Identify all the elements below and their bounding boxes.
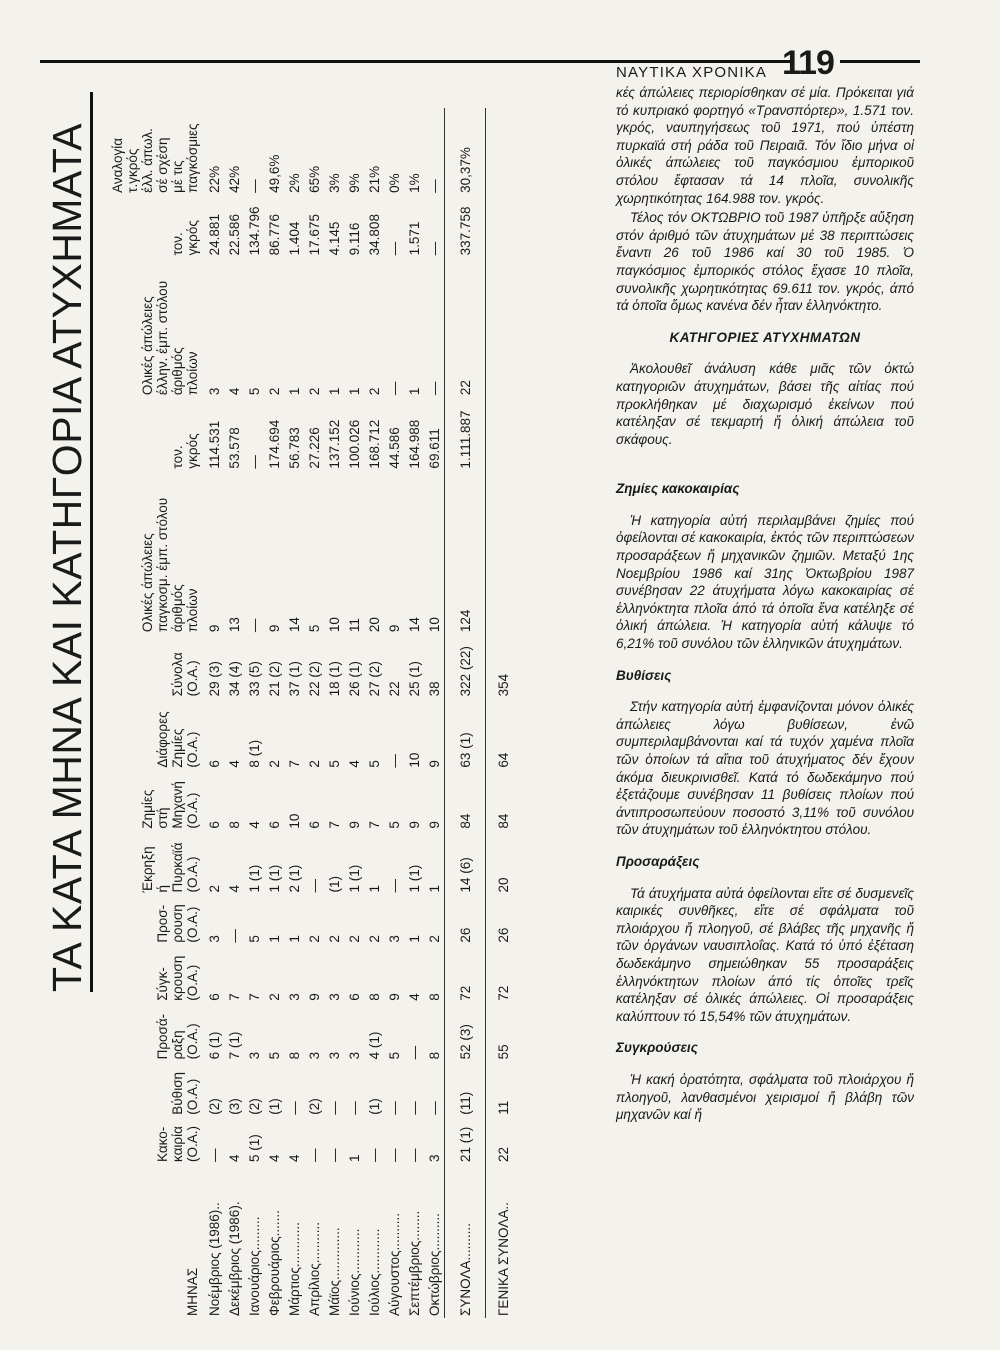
table-cell: 9 [306, 993, 322, 1001]
month-label: Δεκέμβριος (1986). [226, 1201, 242, 1316]
table-cell: 72 [486, 945, 521, 1003]
month-label: Ιούλιος............ [366, 1228, 382, 1316]
table-cell: 10 [326, 617, 342, 633]
table-cell: 7 [366, 821, 382, 829]
table-cell: (11) [445, 1061, 486, 1116]
title-underline [90, 92, 93, 992]
table-cell: 10 [406, 752, 422, 768]
page-number: 119 [782, 44, 834, 82]
table-cell: 6 [266, 821, 282, 829]
table-cell: 9 [386, 993, 402, 1001]
table-cell: 6 [346, 993, 362, 1001]
table-cell: 4 [406, 993, 422, 1001]
table-cell: (1) [326, 876, 342, 893]
table-cell: 18 (1) [326, 661, 342, 697]
month-label: Μάρτιος............ [286, 1222, 302, 1316]
grand-totals-row [486, 108, 521, 1318]
article-column [616, 84, 914, 1126]
table-cell: 3 [346, 1051, 362, 1060]
table-cell: 3 [386, 935, 402, 943]
table-cell: — [386, 241, 402, 256]
table-cell: 3% [326, 173, 342, 193]
table-cell: 4 [246, 821, 262, 829]
table-cell: 1.111.887 [445, 397, 486, 470]
table-cell: 2 [366, 935, 382, 943]
table-cell: 2 [206, 884, 222, 893]
table-cell: — [246, 455, 262, 469]
table-row [384, 108, 404, 1318]
top-rule [40, 60, 790, 63]
table-cell: 22 [486, 1117, 521, 1164]
month-label: ΣΥΝΟΛΑ.......... [445, 1164, 486, 1318]
table-cell: 34.808 [366, 214, 382, 256]
table-cell: 1 (1) [246, 864, 262, 893]
table-row [284, 108, 304, 1318]
table-cell: — [306, 1148, 322, 1162]
table-cell: 1 [406, 387, 422, 396]
table-row [324, 108, 344, 1318]
table-cell: 7 (1) [226, 1031, 242, 1060]
table-cell: 1 [406, 935, 422, 943]
table-cell: 2 [326, 935, 342, 943]
table-cell: 30,37% [445, 108, 486, 195]
table-cell: 8 [286, 1051, 302, 1060]
month-label: Ιανουάριος......... [246, 1216, 262, 1316]
table-cell: 1 (1) [346, 864, 362, 893]
table-cell: 2 [306, 387, 322, 396]
table-cell: — [426, 381, 442, 396]
table-row [424, 108, 445, 1318]
table-cell: 4.145 [326, 221, 342, 256]
table-cell: 21% [366, 165, 382, 193]
table-cell: 26 [486, 895, 521, 945]
table-cell: 22.586 [226, 214, 242, 256]
table-cell: 4 [226, 884, 242, 893]
table-cell: 1 [366, 884, 382, 893]
table-cell: 25 (1) [406, 661, 422, 697]
table-cell: 65% [306, 165, 322, 193]
table-cell: 22 [445, 257, 486, 397]
table-cell: 4 [226, 1154, 242, 1162]
table-cell: 164.988 [406, 419, 422, 469]
table-cell: 5 [326, 760, 342, 768]
table-cell: (1) [366, 1098, 382, 1115]
table-cell: 1% [406, 173, 422, 193]
article-paragraph: Ἡ κακή ὁρατότητα, σφάλματα τοῦ πλοιάρχου ἤ πλοηγοῦ, λανθασμένοι χειρισμοί ἤ βλάβη τῶν μηχανῶν καί ἤ [616, 1071, 914, 1123]
section-heading-weather: Ζημίες κακοκαιρίας [616, 481, 740, 497]
table-row [204, 108, 224, 1318]
table-cell: — [406, 1148, 422, 1162]
table-cell: 37 (1) [286, 661, 302, 697]
table-cell: 1 [326, 387, 342, 396]
table-cell: 4 [286, 1154, 302, 1162]
table-cell: 114.531 [206, 420, 222, 469]
table-cell: 9% [346, 173, 362, 193]
table-cell: 3 [246, 1051, 262, 1060]
table-cell: — [326, 1148, 342, 1162]
month-label: ΓΕΝΙΚΑ ΣΥΝΟΛΑ.. [486, 1164, 521, 1318]
table-cell: 14 [286, 617, 302, 633]
table-cell: (3) [226, 1098, 242, 1115]
accidents-table [110, 108, 520, 1318]
table-cell: 56.783 [286, 427, 302, 469]
table-cell: — [206, 1148, 222, 1162]
month-label: Αύγουστος.......... [386, 1212, 402, 1316]
table-cell: 84 [486, 770, 521, 831]
table-cell: 13 [226, 617, 242, 633]
column-header: Προσά- ραξη (Ο.Α.) [155, 1013, 200, 1060]
article-paragraph: Τέλος τόν ΟΚΤΩΒΡΙΟ τοῦ 1987 ὑπῆρξε αὔξηση στόν άριθμό τῶν άτυχημάτων μέ 38 περιπτώσεις ἔναντι 26 τοῦ 1986 καί 30 τοῦ 1985. Ὁ παγκόσμιος ἐμπορικός στόλος ἔχασε 10 πλοῖα, συνολικῆς χωρητικότητας 69.611 τον. γκρός, άπό τά ὁποῖα ὅμως κανένα δέν ἦταν ἑλληνόκτητο. [616, 210, 914, 314]
table-cell: 4 [226, 760, 242, 768]
table-cell: — [306, 879, 322, 893]
table-cell: 2 [266, 993, 282, 1001]
table-cell: 174.694 [266, 419, 282, 469]
table-cell [486, 397, 521, 470]
table-cell: (2) [246, 1098, 262, 1115]
table-cell: 9 [346, 821, 362, 829]
table-cell: 4 (1) [366, 1031, 382, 1060]
month-label: Οκτώβριος.......... [426, 1213, 442, 1316]
table-cell: — [386, 381, 402, 396]
table-cell: 53.578 [226, 427, 242, 469]
table-cell: — [326, 1101, 342, 1115]
table-cell: 22 (2) [306, 661, 322, 697]
table-cell: 9 [426, 821, 442, 829]
table-cell: 8 [366, 993, 382, 1001]
table-cell: 6 [206, 993, 222, 1001]
table-cell: 1.571 [406, 221, 422, 256]
table-cell: 3 [326, 993, 342, 1001]
table-cell: 7 [326, 821, 342, 829]
table-cell: 10 [426, 617, 442, 633]
table-cell: 5 [246, 387, 262, 396]
table-cell: 24.881 [206, 214, 222, 256]
month-label: Φεβρουάριος....... [266, 1210, 282, 1316]
table-row [224, 108, 244, 1318]
table-cell: 42% [226, 165, 242, 193]
table-cell: 6 [206, 821, 222, 829]
table-cell: — [426, 179, 442, 193]
table-cell: 137.152 [326, 419, 342, 469]
table-row [264, 108, 284, 1318]
table-cell: 1.404 [286, 221, 302, 256]
table-cell: — [366, 1148, 382, 1162]
table-cell: 52 (3) [445, 1003, 486, 1062]
table-cell: — [286, 1101, 302, 1115]
month-label: Σεπτέμβριος........ [406, 1210, 422, 1316]
table-cell: (1) [266, 1098, 282, 1115]
table-cell: 21 (1) [445, 1117, 486, 1164]
table-cell: (2) [306, 1098, 322, 1115]
column-header: Βύθιση (Ο.Α.) [170, 1071, 200, 1115]
table-cell: — [246, 179, 262, 193]
table-cell: 5 [306, 624, 322, 633]
table-cell: 5 [266, 1051, 282, 1060]
table-cell: 5 [386, 821, 402, 829]
table-cell: 2 [266, 760, 282, 768]
table-cell: 1 [346, 387, 362, 396]
table-cell: 354 [486, 634, 521, 698]
table-cell: 86.776 [266, 214, 282, 256]
table-cell: 9 [206, 624, 222, 633]
table-cell: 1 (1) [266, 864, 282, 893]
table-cell: 9 [406, 821, 422, 829]
table-cell: 9.116 [346, 222, 362, 256]
article-paragraph: Στήν κατηγορία αὐτή ἐμφανίζονται μόνον ὁλικές άπώλειες λόγω βυθίσεων, ἐνῶ συμπεριλαμβάνονται καί τά τυχόν χαμένα πλοῖα τῶν ὁποίων τά αἴτια τοῦ άτυχήματος δέν ἔχουν άκόμα διευκρινισθεῖ. Κατά τό δωδεκάμηνο πού ἐξετάζουμε συνέβησαν 11 βυθίσεις πλοίων πού άντιπροσωπεύουν ποσοστό 3,11% τοῦ συνόλου τῶν άτυχημάτων τοῦ ἑλληνόκτητου στόλου. [616, 699, 914, 838]
table-cell: 3 [206, 387, 222, 396]
magazine-name: ΝΑΥΤΙΚΑ ΧΡΟΝΙΚΑ [616, 64, 768, 81]
table-cell: 72 [445, 945, 486, 1003]
table-cell: 5 [386, 1051, 402, 1060]
table-cell: 0% [386, 173, 402, 193]
table-title: ΤΑ ΚΑΤΑ ΜΗΝΑ ΚΑΙ ΚΑΤΗΓΟΡΙΑ ΑΤΥΧΗΜΑΤΑ [44, 122, 90, 992]
table-cell: 7 [246, 993, 262, 1001]
table-cell: 124 [445, 471, 486, 635]
table-cell: 4 [266, 1154, 282, 1162]
table-row [404, 108, 424, 1318]
table-cell: 22 [386, 681, 402, 697]
table-cell: 27.226 [306, 427, 322, 469]
table-cell: 29 (3) [206, 661, 222, 697]
table-cell: 1 [426, 884, 442, 893]
column-header: τον. γκρός [170, 433, 200, 469]
rotated-table-section [40, 80, 600, 1320]
table-cell: 337.758 [445, 195, 486, 257]
table-cell: 8 (1) [246, 739, 262, 768]
table-cell: 33 (5) [246, 661, 262, 697]
table-cell: 26 (1) [346, 661, 362, 697]
article-paragraph: Τά άτυχήματα αὐτά ὀφείλονται εἴτε σέ δυσμενεῖς καιρικές συνθῆκες, εἴτε σέ σφάλματα τοῦ πλοιάρχου ἤ πλοηγοῦ, σέ βλάβες τῆς μηχανῆς ἤ τῶν ὀργάνων ναυσιπλοΐας. Κατά τό ὑπό ἐξέταση δωδεκάμηνο σημειώθηκαν 55 προσαράξεις ἑλληνόκτητων πλοίων άπό τίς ὁποῖες τρεῖς κατέληξαν σέ ὁλικές άπώλειες. Οἱ προσαράξεις καλύπτουν τό 15,54% τῶν άτυχημάτων. [616, 885, 914, 1024]
table-cell: 8 [226, 821, 242, 829]
table-cell: 6 [306, 821, 322, 829]
table-cell: 22% [206, 165, 222, 193]
table-cell [486, 108, 521, 195]
month-label: Απρίλιος........... [306, 1221, 322, 1316]
column-header: Ολικές άπώλειες έλλην. έμπ. στόλου άριθμός πλοίων [140, 280, 200, 396]
table-cell: 2% [286, 173, 302, 193]
table-cell: (2) [206, 1098, 222, 1115]
section-heading-sinking: Βυθίσεις [616, 667, 672, 683]
table-cell: — [246, 618, 262, 633]
table-cell: 1 [346, 1154, 362, 1162]
table-cell: 3 [286, 993, 302, 1001]
table-cell: — [386, 879, 402, 893]
month-label: Μάϊος.............. [326, 1227, 342, 1316]
table-cell: 4 [226, 387, 242, 396]
table-row [304, 108, 324, 1318]
table-cell: 9 [386, 624, 402, 633]
column-header: Σύγκ- κρουση (Ο.Α.) [155, 955, 200, 1001]
table-cell: 63 (1) [445, 698, 486, 769]
section-heading-grounding: Προσαράξεις [616, 853, 700, 869]
table-cell: 8 [426, 993, 442, 1001]
totals-row [445, 108, 486, 1318]
column-header: Κακο- καιρία (Ο.Α.) [155, 1126, 200, 1162]
table-row [244, 108, 264, 1318]
table-cell: 1 [286, 935, 302, 943]
table-cell: 6 (1) [206, 1031, 222, 1060]
table-cell: 14 (6) [445, 831, 486, 895]
table-cell: 7 [226, 993, 242, 1001]
column-header: Προσ- ρουση (Ο.Α.) [155, 904, 200, 943]
table-cell: 5 (1) [246, 1134, 262, 1162]
table-cell: 2 [366, 387, 382, 396]
table-cell: 14 [406, 617, 422, 633]
column-header: τον. γκρός [170, 220, 200, 256]
table-cell: 1 [286, 387, 302, 396]
table-cell: 2 [266, 387, 282, 396]
column-header: ΜΗΝΑΣ [185, 1267, 200, 1316]
table-cell: 26 [445, 895, 486, 945]
table-cell: 322 (22) [445, 634, 486, 698]
table-cell: — [426, 1101, 442, 1115]
table-cell: 27 (2) [366, 661, 382, 697]
column-header: Αναλογία τ.γκρός έλλ. άπωλ. σέ σχέση μέ τις παγκόσμιες [110, 123, 200, 193]
table-cell: 168.712 [366, 419, 382, 469]
table-cell: 100.026 [346, 419, 362, 469]
table-cell: 3 [426, 1154, 442, 1162]
section-heading-collisions: Συγκρούσεις [616, 1040, 698, 1056]
table-cell: — [386, 754, 402, 768]
table-cell [486, 257, 521, 397]
table-cell: 55 [486, 1003, 521, 1062]
article-paragraph: Ἡ κατηγορία αὐτή περιλαμβάνει ζημίες πού ὀφείλονται σέ κακοκαιρία, ἐκτός τῶν περιπτώσεων προσαράξεων ἤ μηχανικῶν ζημιῶν. Μεταξύ 1ης Νοεμβρίου 1986 καί 31ης Ὀκτωβρίου 1987 συνέβησαν 22 άτυχήματα λόγω κακοκαιρίας σέ ἑλληνόκτητα πλοῖα άπό τά ὁποῖα ἕνα κατέληξε σέ ὁλική άπώλεια. Ἡ κατηγορία αὐτή κάλυψε τό 6,21% τοῦ συνόλου τῶν ἑλληνικῶν άτυχημάτων. [616, 512, 914, 652]
table-body [204, 108, 520, 1318]
table-cell: 38 [426, 681, 442, 697]
table-cell: 69.611 [426, 428, 442, 469]
table-row [344, 108, 364, 1318]
article-paragraph: Ἀκολουθεῖ άνάλυση κάθε μιᾶς τῶν ὀκτώ κατηγοριῶν άτυχημάτων, βάσει τῆς αἰτίας πού προκλήθηκαν μέ διαχωρισμό ἐκείνων πού κατέληξαν σέ τεκμαρτή ἤ ὁλική άπώλεια τοῦ σκάφους. [616, 361, 914, 447]
table-cell: — [426, 241, 442, 256]
table-header-row [110, 108, 204, 1318]
table-cell: 134.796 [246, 206, 262, 256]
table-cell [486, 471, 521, 635]
table-cell: 9 [266, 624, 282, 633]
table-cell: 5 [246, 935, 262, 943]
table-cell: 3 [326, 1051, 342, 1060]
table-cell: 84 [445, 770, 486, 831]
table-cell: 34 (4) [226, 661, 242, 697]
column-header: Σύνολα (Ο.Α.) [170, 652, 200, 697]
column-header: Διάφορες Ζημίες (Ο.Α.) [155, 711, 200, 768]
column-header: Ολικές άπώλειες παγκοσμ. έμπ. στόλου άριθμός πλοίων [140, 497, 200, 633]
table-cell: 4 [346, 760, 362, 768]
table-cell: 2 [346, 935, 362, 943]
table-cell: 1 (1) [406, 864, 422, 893]
table-cell: 21 (2) [266, 661, 282, 697]
table-cell: — [386, 1148, 402, 1162]
table-cell: 2 [306, 935, 322, 943]
table-cell: 7 [286, 760, 302, 768]
month-label: Νοέμβριος (1986).. [206, 1202, 222, 1316]
table-cell: 9 [426, 760, 442, 768]
article-paragraph: κές άπώλειες περιορίσθηκαν σέ μία. Πρόκειται γιά τό κυπριακό φορτηγό «Τρανσπόρτερ», 1.571 τον. γκρός, ναυπηγήσεως τοῦ 1971, πού ὑπέστη πυρκαϊά στή ράδα τοῦ Πειραιᾶ. Τόν ἴδιο μήνα οἱ ὁλικές άπώλειες τοῦ παγκόσμιου ἐμπορικοῦ στόλου ἔφτασαν τά 14 πλοῖα, συνολικῆς χωρητικότητας 164.988 τον. γκρός. [616, 85, 914, 206]
table-cell: 49,6% [266, 154, 282, 193]
table-row [364, 108, 384, 1318]
table-cell: 10 [286, 813, 302, 829]
month-label: Ιούνιος............ [346, 1228, 362, 1316]
table-cell: 20 [366, 617, 382, 633]
table-cell: 3 [306, 1051, 322, 1060]
table-cell: 2 [426, 935, 442, 943]
table-cell: 2 [306, 760, 322, 768]
table-cell: 44.586 [386, 427, 402, 469]
column-header: Έκρηξη ή Πυρκαϊά (Ο.Α.) [140, 842, 200, 893]
table-cell: 5 [366, 760, 382, 768]
table-cell: — [386, 1101, 402, 1115]
table-cell: — [226, 929, 242, 943]
table-cell: 2 (1) [286, 864, 302, 893]
table-cell: 8 [426, 1051, 442, 1060]
table-cell: — [346, 1101, 362, 1115]
table-cell: — [406, 1101, 422, 1115]
table-cell: 3 [206, 935, 222, 943]
table-cell [486, 195, 521, 257]
table-cell: 11 [346, 618, 362, 633]
top-rule-right [840, 60, 920, 63]
table-cell: 11 [486, 1061, 521, 1116]
table-cell: 1 [266, 935, 282, 943]
table-cell: 64 [486, 698, 521, 769]
section-heading-categories: ΚΑΤΗΓΟΡΙΕΣ ΑΤΥΧΗΜΑΤΩΝ [669, 329, 861, 345]
table-cell: 17.675 [306, 214, 322, 256]
table-cell: — [406, 1045, 422, 1060]
column-header: Ζημίες στή Μηχανή (Ο.Α.) [140, 781, 200, 829]
table-cell: 6 [206, 760, 222, 768]
table-cell: 20 [486, 831, 521, 895]
